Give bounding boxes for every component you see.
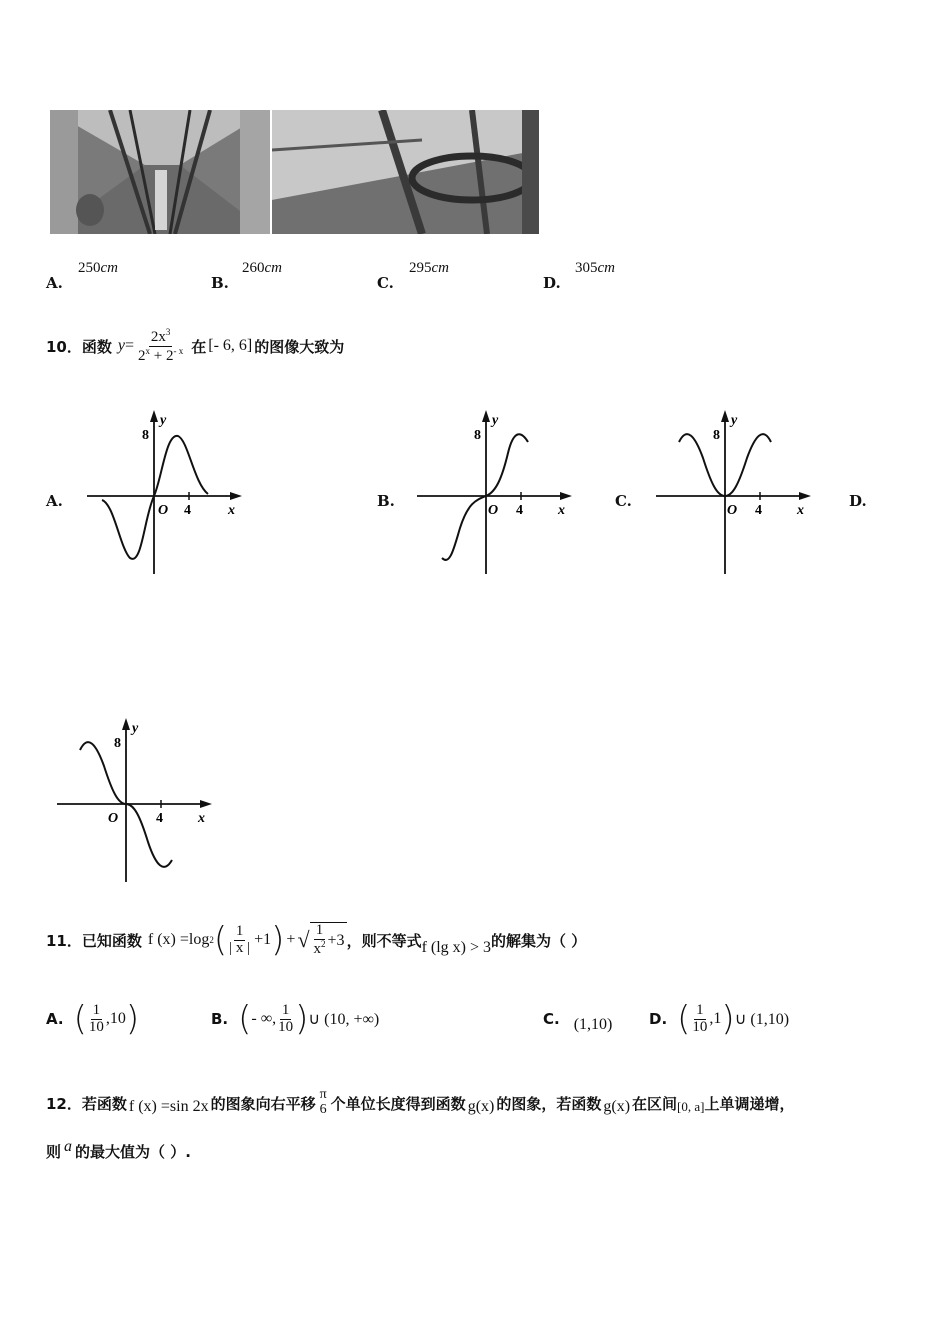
graph-d-eight: 8 xyxy=(114,736,121,751)
q9-option-a-value: 250cm xyxy=(78,260,118,276)
graph-a-x-label: x xyxy=(228,503,235,518)
q9-option-c-value: 295cm xyxy=(409,260,449,276)
graph-b-x-label: x xyxy=(558,503,565,518)
q10-option-d: D. xyxy=(849,492,867,510)
graph-c-y-label: y xyxy=(731,413,738,428)
graph-c-origin: O xyxy=(727,503,738,518)
q11-option-c: C. (1,10) xyxy=(543,1010,613,1033)
graph-d-four: 4 xyxy=(156,811,163,826)
graph-a-four: 4 xyxy=(184,503,191,518)
q10-fraction: $\frac{2x^3}{2^x + 2^{- x}}$ xyxy=(138,326,184,364)
q10-stem: 10． 函数 y = $\frac{2x^3}{2^x + 2^{- x}}$ 在 [- 6, 6] 的图像大致为 xyxy=(46,326,345,364)
graph-b-eight: 8 xyxy=(474,428,481,443)
graph-c xyxy=(653,408,818,578)
q9-option-a-letter: A. xyxy=(46,274,63,292)
q10-option-b: B. xyxy=(377,492,395,510)
graph-c-eight: 8 xyxy=(713,428,720,443)
graph-d-x-label: x xyxy=(198,811,205,826)
q12-stem-line2: 则 a 的最大值为（ ）. xyxy=(46,1138,191,1161)
graph-a xyxy=(84,408,249,578)
graph-a-y-label: y xyxy=(160,413,167,428)
graph-c-four: 4 xyxy=(755,503,762,518)
q9-option-b-letter: B. xyxy=(211,274,229,292)
q9-option-c-letter: C. xyxy=(377,274,394,292)
q9-option-d-letter: D. xyxy=(543,274,561,292)
q12-stem-line1: 12． 若函数 f (x) =sin 2x 的图象向右平移 π 6 个单位长度得到函数 g(x) 的图象，若函数 g(x) 在区间 [0, a] 上单调递增， xyxy=(46,1087,795,1117)
graph-b-origin: O xyxy=(488,503,499,518)
q10-option-c: C. xyxy=(615,492,632,510)
graph-b-four: 4 xyxy=(516,503,523,518)
q9-option-b-value: 260cm xyxy=(242,260,282,276)
graph-d-origin: O xyxy=(108,811,119,826)
q11-stem: 11． 已知函数 f (x) =log 2 ( $\frac{1}{| x |}$ +1 ) + √ $\frac{1}{x^2}$ +3 ，则不等式 f (lg x) > 3 的解集为（ ） xyxy=(46,920,587,960)
graph-d-y-label: y xyxy=(132,721,139,736)
graph-d xyxy=(54,716,219,886)
graph-a-origin: O xyxy=(158,503,169,518)
photo-right xyxy=(272,110,539,234)
q11-option-d: D. ( $\frac{1}{10}$ ,1 ) ∪ (1,10) xyxy=(649,999,790,1039)
q10-option-a: A. xyxy=(46,492,63,510)
photo-left xyxy=(50,110,270,234)
graph-c-x-label: x xyxy=(797,503,804,518)
graph-b xyxy=(414,408,579,578)
graph-a-eight: 8 xyxy=(142,428,149,443)
q11-option-b: B. ( - ∞, $\frac{1}{10}$ ) ∪ (10, +∞) xyxy=(211,999,380,1039)
q11-option-a: A. ( $\frac{1}{10}$ ,10 ) xyxy=(46,999,140,1039)
q9-option-d-value: 305cm xyxy=(575,260,615,276)
graph-b-y-label: y xyxy=(492,413,499,428)
